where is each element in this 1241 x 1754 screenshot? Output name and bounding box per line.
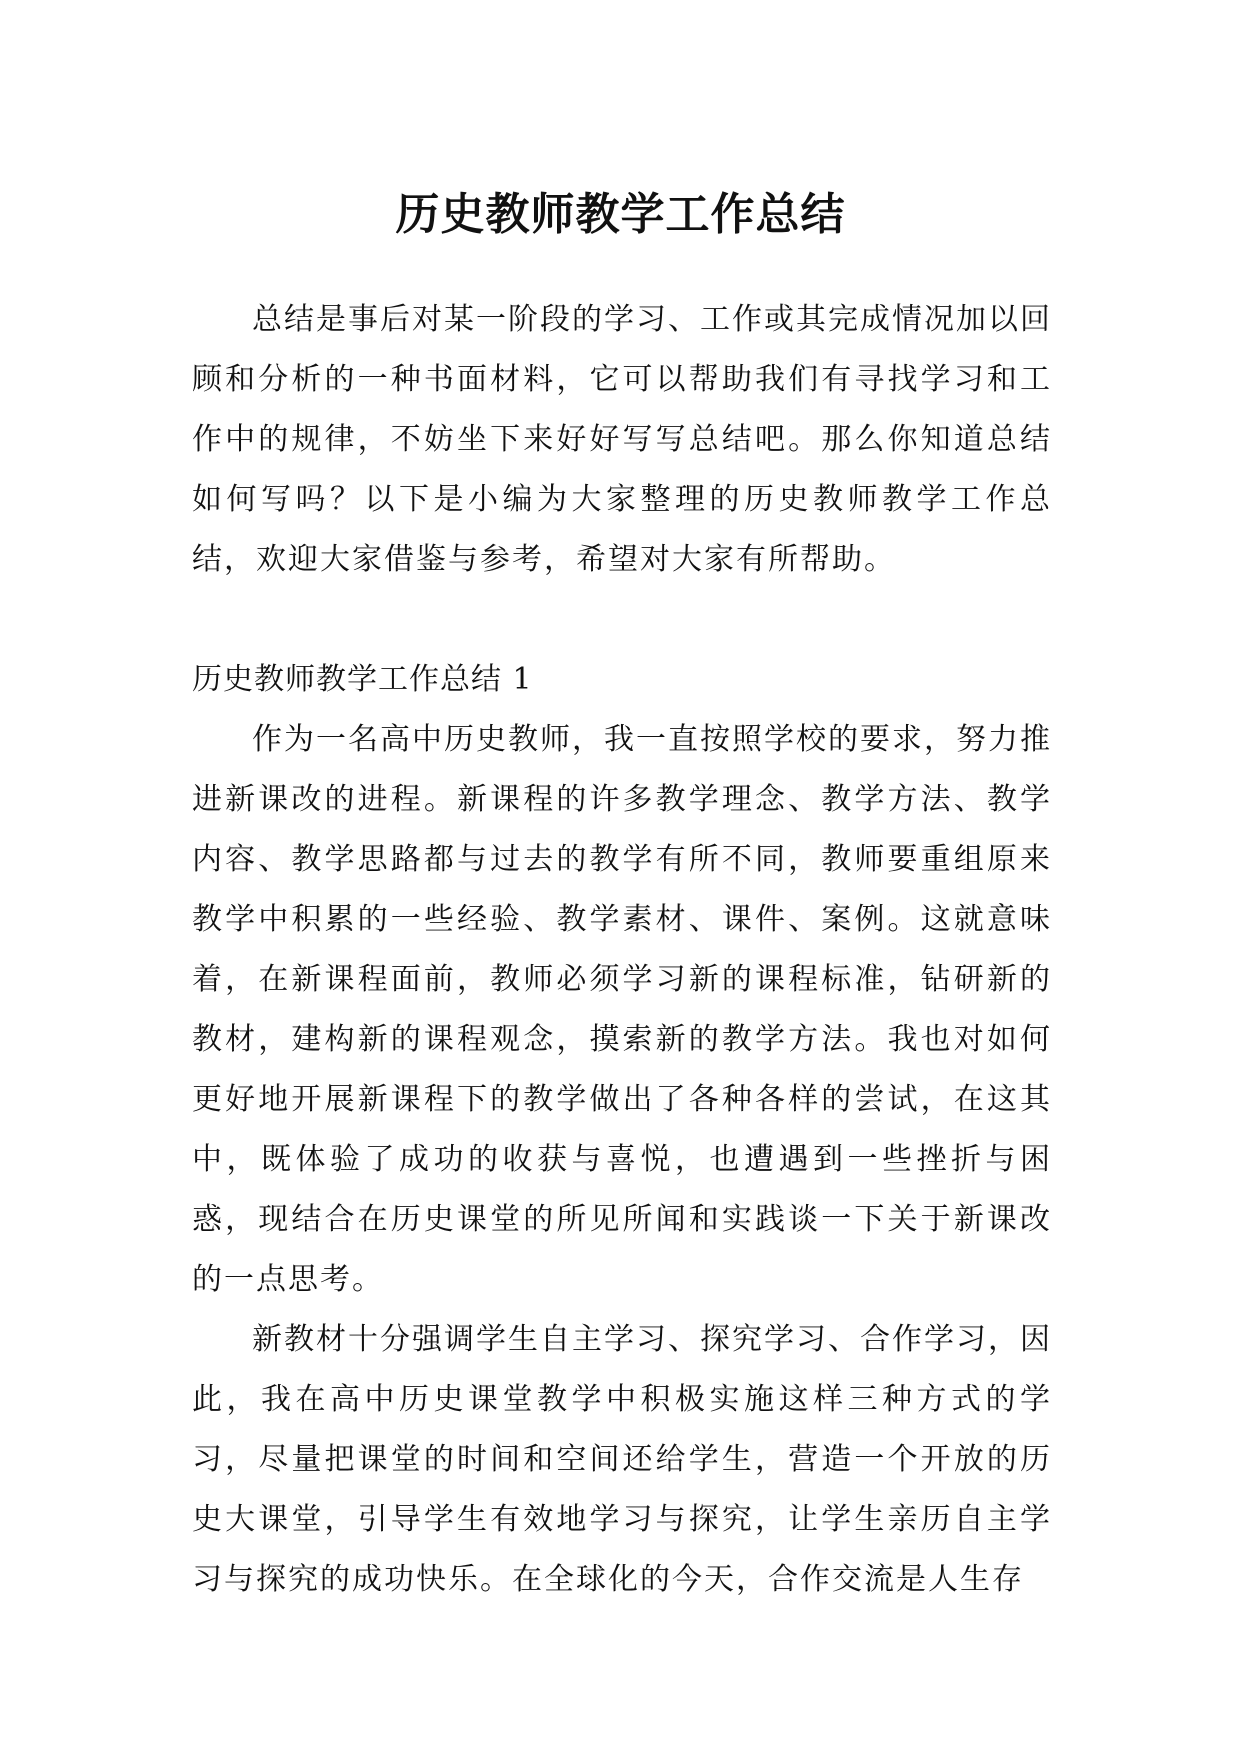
section-heading: 历史教师教学工作总结 1 (192, 662, 533, 697)
body-paragraph-1: 作为一名高中历史教师，我一直按照学校的要求，努力推进新课改的进程。新课程的许多教学理念、教学方法、教学内容、教学思路都与过去的教学有所不同，教师要重组原来教学中积累的一些经验、教学素材、课件、案例。这就意味着，在新课程面前，教师必须学习新的课程标准，钻研新的教材，建构新的课程观念，摸索新的教学方法。我也对如何更好地开展新课程下的教学做出了各种各样的尝试，在这其中，既体验了成功的收获与喜悦，也遭遇到一些挫折与困惑，现结合在历史课堂的所见所闻和实践谈一下关于新课改的一点思考。 (192, 722, 1052, 1297)
page-title: 历史教师教学工作总结 (395, 189, 846, 241)
document-body (192, 290, 1052, 1610)
body-paragraph-2: 新教材十分强调学生自主学习、探究学习、合作学习，因此，我在高中历史课堂教学中积极实施这样三种方式的学习，尽量把课堂的时间和空间还给学生，营造一个开放的历史大课堂，引导学生有效地学习与探究，让学生亲历自主学习与探究的成功快乐。在全球化的今天，合作交流是人生存 (192, 1322, 1052, 1597)
intro-paragraph: 总结是事后对某一阶段的学习、工作或其完成情况加以回顾和分析的一种书面材料，它可以帮助我们有寻找学习和工作中的规律，不妨坐下来好好写写总结吧。那么你知道总结如何写吗？以下是小编为大家整理的历史教师教学工作总结，欢迎大家借鉴与参考，希望对大家有所帮助。 (192, 302, 1052, 577)
